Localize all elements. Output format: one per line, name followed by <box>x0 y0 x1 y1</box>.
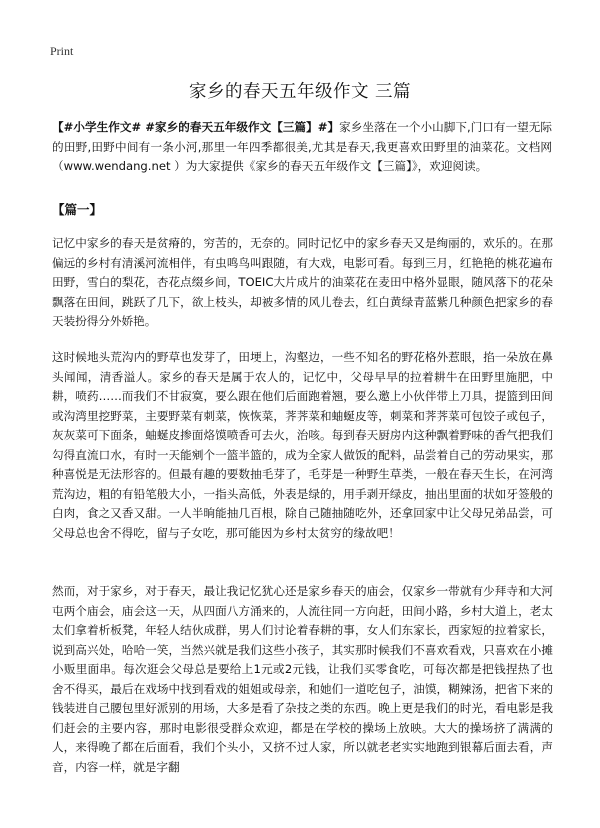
page-title: 家乡的春天五年级作文 三篇 <box>188 82 412 102</box>
body-paragraph: 记忆中家乡的春天是贫瘠的，穷苦的，无奈的。同时记忆中的家乡春天又是绚丽的，欢乐的。在那偏远的乡村有清溪河流相伴，有虫鸣鸟叫跟随，有大戏，电影可看。每到三月，红艳艳的桃花遍布田野，雪白的梨花，杏花点缀乡间，TOEIC大片成片的油菜花在麦田中格外显眼，随风落下的花朵飘落在田间，跳跃了几下，欲上枝头，却被多情的风儿卷去，红白黄绿青蓝紫几种颜色把家乡的春天装扮得分外娇艳。 <box>52 236 553 328</box>
body-paragraph: 这时候地头荒沟内的野草也发芽了，田埂上，沟壑边，一些不知名的野花格外惹眼，掐一朵放在鼻头闻闻，清香溢人。家乡的春天是属于农人的，记忆中，父母早早的拉着耕牛在田野里施肥，中耕，喷药……而我们不甘寂寞，要么跟在他们后面跑着翘，要么邀上小伙伴带上刀具，提篮到田间或沟湾里挖野菜，主要野菜有刺菜，恢恢菜，荠荠菜和蚰蜒皮等，刺菜和荠荠菜可包饺子或包子，灰灰菜可下面条，蚰蜒皮掺面烙馍喷香可去火，治咳。每到春天厨房内这种飘着野味的香气把我们勾得直流口水，有时一天能剜个一篮半篮的，成为全家人做饭的配料，品尝着自己的劳动果实，那种喜悦是无法形容的。但最有趣的要数抽毛芽了，毛芽是一种野生草类，一般在春天生长，在河湾荒沟边，粗的有铅笔般大小，一指头高低，外表是绿的，用手剥开绿皮，抽出里面的状如牙签般的白肉，食之又香又甜。一人半晌能抽几百根，除自己随抽随吃外，还拿回家中让父母兄弟品尝，可父母总也舍不得吃，留与子女吃，那可能因为乡村太贫穷的缘故吧！ <box>52 350 553 540</box>
intro-tag-lead: 【#小学生作文# #家乡的春天五年级作文【三篇】#】 <box>52 120 340 134</box>
intro-paragraph <box>52 118 552 177</box>
intro-text: 家乡坐落在一个小山脚下,门口有一望无际的田野,田野中间有一条小河,那里一年四季都很美,尤其是春天,我更喜欢田野里的油菜花。文档网（www.wendang.net ）为大家提供《家乡的春天五年级作文【三篇】》，欢迎阅读。 <box>52 120 552 173</box>
body-paragraph: 然而，对于家乡，对于春天，最让我记忆犹心还是家乡春天的庙会，仅家乡一带就有少拜寺和大河屯两个庙会，庙会这一天，从四面八方涌来的，人流往同一方向赶，田间小路，乡村大道上，老太太们拿着析板凳，年轻人结伙成群，男人们讨论着春耕的事，女人们东家长，西家短的拉着家长，说到高兴处，哈哈一笑，当然兴就是我们这些小孩子，其实那时候我们不喜欢看戏，只喜欢在小摊小贩里面串。每次逛会父母总是要给上1元或2元钱，让我们买零食吃，可每次都是把钱捏热了也舍不得买，最后在戏场中找到看戏的姐姐或母亲，和她们一道吃包子，油馍，糊辣汤，把省下来的钱装进自己腰包里好派别的用场，大多是看了杂技之类的东西。晚上更是我们的时光，看电影是我们赶会的主要内容，那时电影很受群众欢迎，都是在学校的操场上放映。大大的操场挤了满满的人，来得晚了都在后面看，我们个头小，又挤不过人家，所以就老老实实地跑到银幕后面去看，声音，内容一样，就是字翻 <box>52 584 553 774</box>
section-heading: 【篇一】 <box>52 202 103 217</box>
print-label[interactable]: Print <box>50 44 74 58</box>
